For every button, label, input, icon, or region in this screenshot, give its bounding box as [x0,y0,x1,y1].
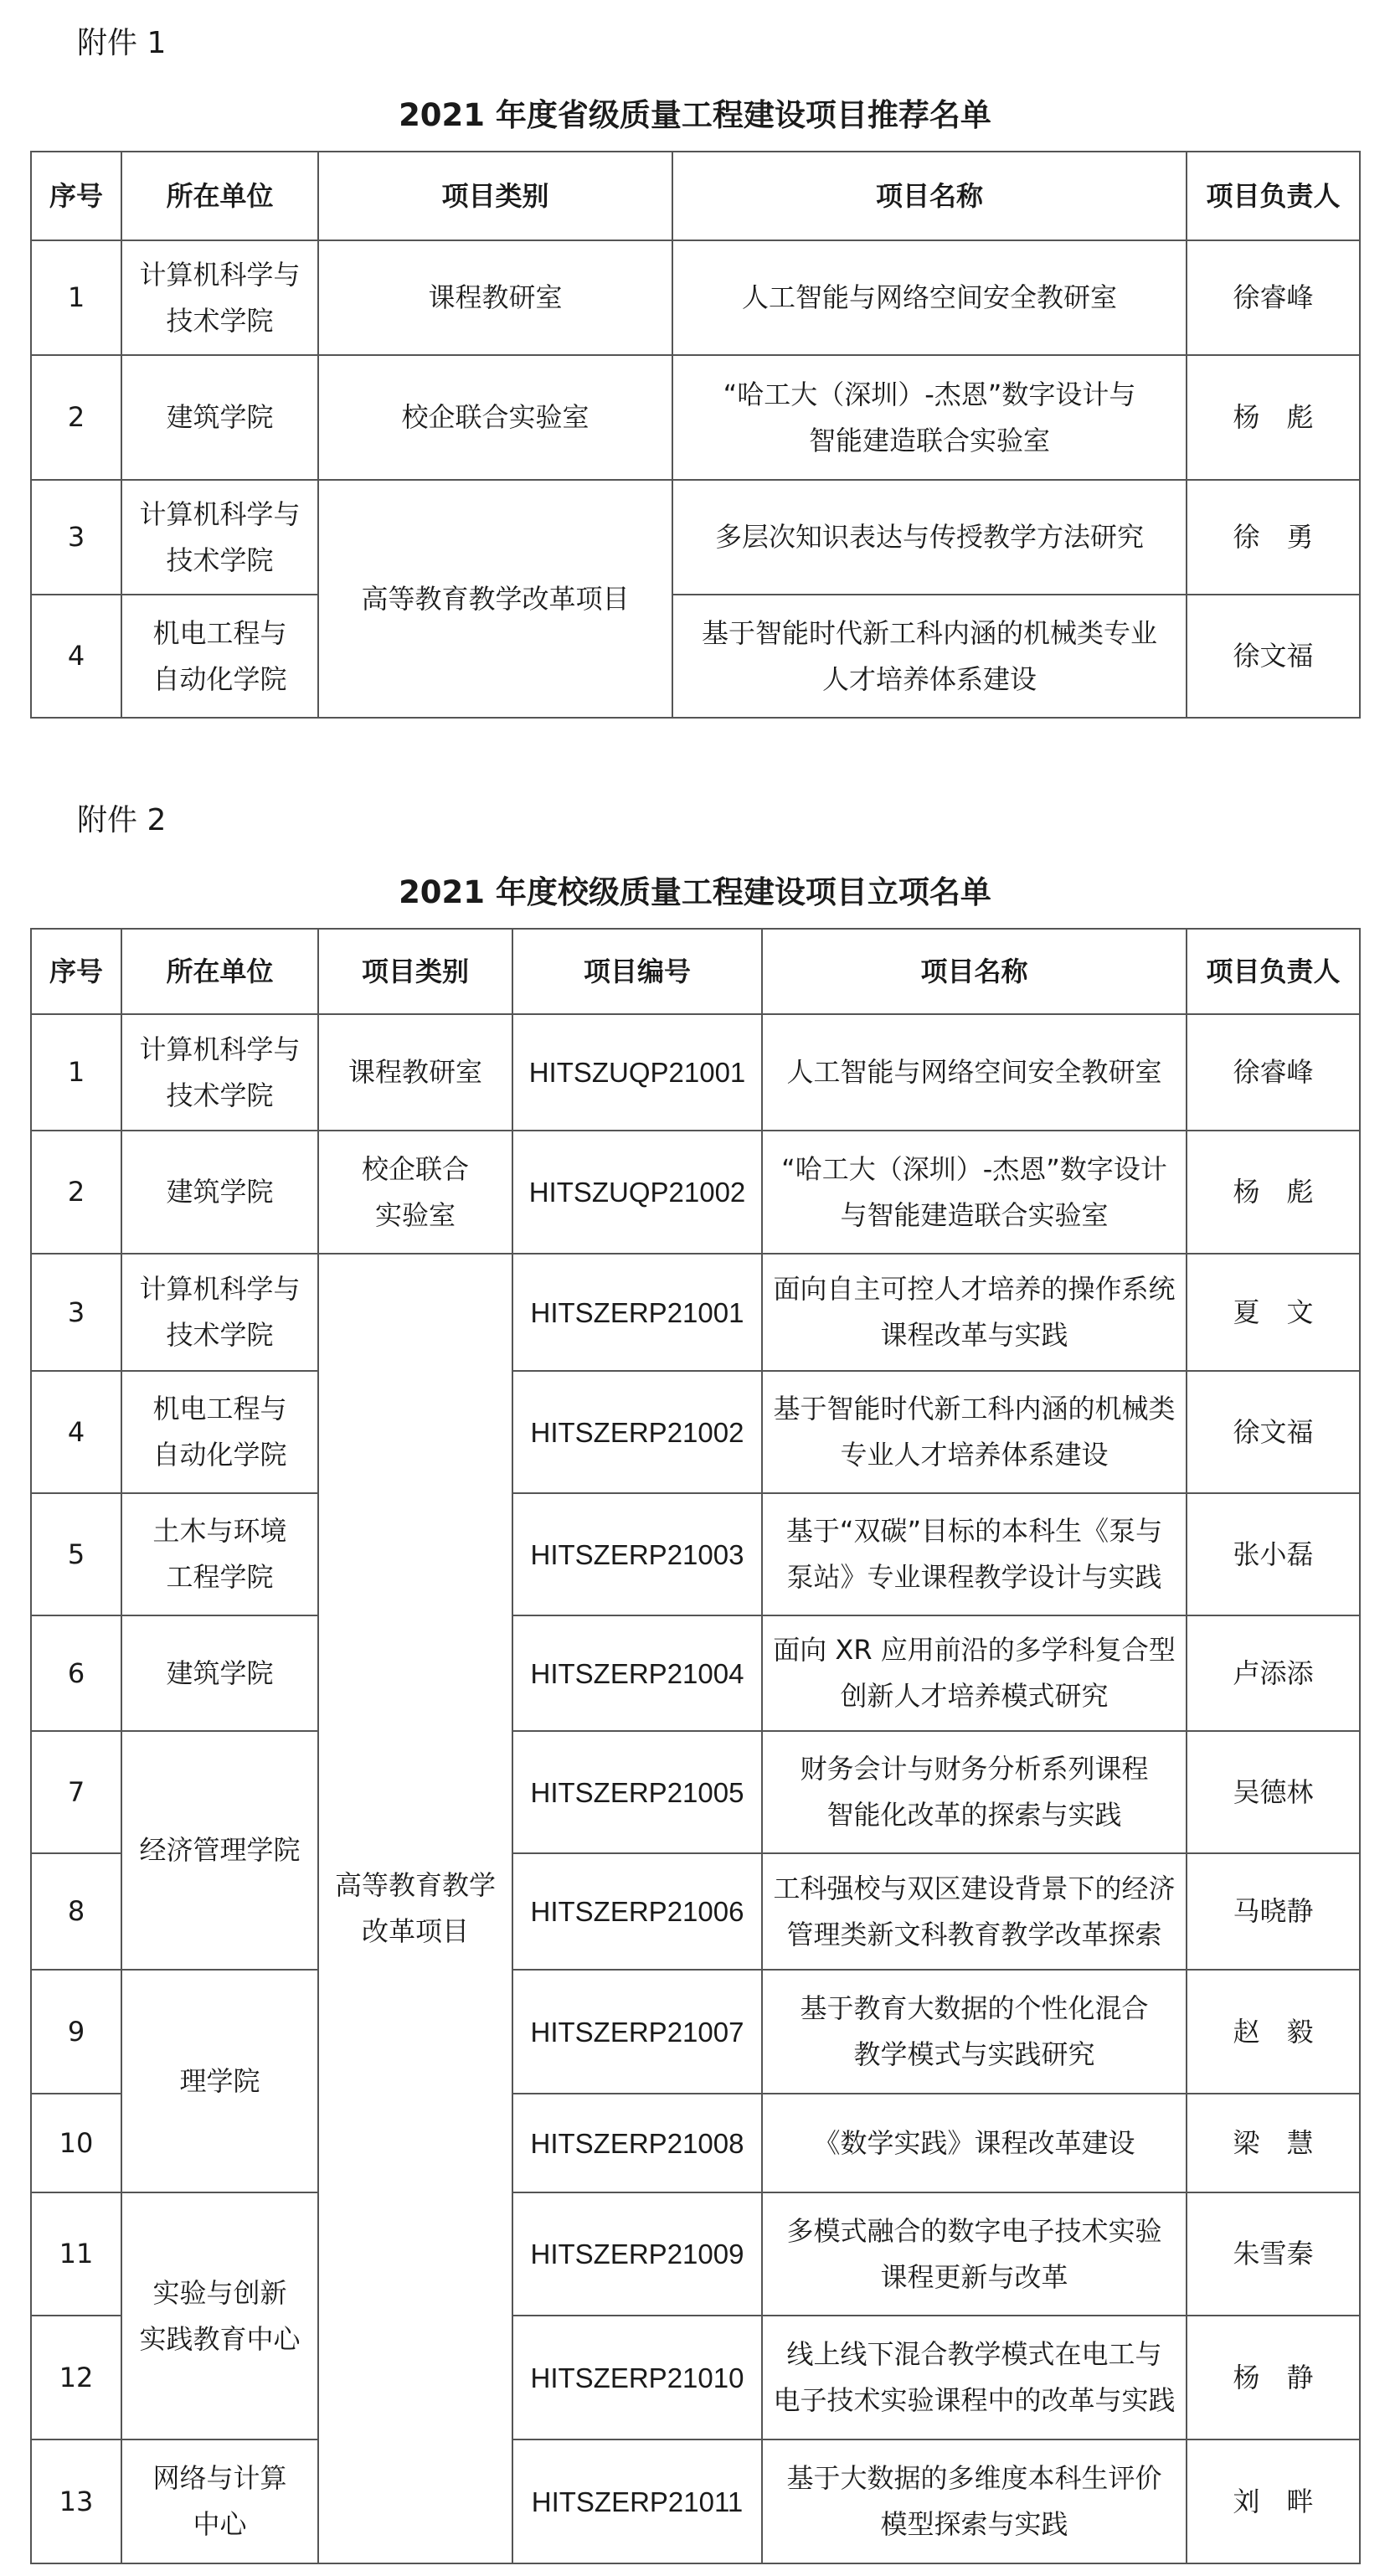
row-number: 2 [31,1131,121,1254]
leader-cell: 杨 彪 [1187,1131,1360,1254]
unit-cell: 机电工程与 自动化学院 [121,595,318,718]
project-name-cell: 《数学实践》课程改革建设 [762,2094,1187,2192]
project-code-cell: HITSZERP21002 [512,1371,762,1493]
row-number: 9 [31,1970,121,2094]
row-number: 2 [31,355,121,480]
table-row [31,1254,1360,1371]
row-number: 13 [31,2439,121,2563]
unit-cell: 建筑学院 [121,355,318,480]
unit-cell: 土木与环境 工程学院 [121,1493,318,1615]
unit-cell: 建筑学院 [121,1131,318,1254]
project-name-cell: 多层次知识表达与传授教学方法研究 [672,480,1187,595]
attachment-2-title: 2021 年度校级质量工程建设项目立项名单 [399,874,991,910]
unit-cell: 网络与计算 中心 [121,2439,318,2563]
row-number: 1 [31,240,121,355]
row-number: 12 [31,2316,121,2439]
table-row [31,2192,1360,2316]
project-name-cell: 基于智能时代新工科内涵的机械类专业 人才培养体系建设 [672,595,1187,718]
leader-cell: 徐文福 [1187,1371,1360,1493]
leader-cell: 马晓静 [1187,1853,1360,1970]
project-name-cell: “哈工大（深圳）-杰恩”数字设计与 智能建造联合实验室 [672,355,1187,480]
header-cell: 所在单位 [121,929,318,1014]
row-number: 7 [31,1731,121,1853]
table-row [31,1731,1360,1853]
project-name-cell: 面向 XR 应用前沿的多学科复合型 创新人才培养模式研究 [762,1615,1187,1731]
table-row [31,240,1360,355]
leader-cell: 徐文福 [1187,595,1360,718]
row-number: 8 [31,1853,121,1970]
header-cell: 项目名称 [762,929,1187,1014]
leader-cell: 卢添添 [1187,1615,1360,1731]
project-name-cell: 线上线下混合教学模式在电工与 电子技术实验课程中的改革与实践 [762,2316,1187,2439]
table-row [31,1970,1360,2094]
leader-cell: 吴德林 [1187,1731,1360,1853]
row-number: 6 [31,1615,121,1731]
row-number: 3 [31,1254,121,1371]
leader-cell: 杨 静 [1187,2316,1360,2439]
unit-cell: 机电工程与 自动化学院 [121,1371,318,1493]
project-code-cell: HITSZERP21011 [512,2439,762,2563]
category-cell: 课程教研室 [318,240,672,355]
leader-cell: 徐睿峰 [1187,240,1360,355]
leader-cell: 朱雪秦 [1187,2192,1360,2316]
project-name-cell: “哈工大（深圳）-杰恩”数字设计 与智能建造联合实验室 [762,1131,1187,1254]
unit-cell: 计算机科学与 技术学院 [121,1014,318,1131]
project-code-cell: HITSZERP21009 [512,2192,762,2316]
header-cell: 项目类别 [318,152,672,240]
leader-cell: 梁 慧 [1187,2094,1360,2192]
attachment-1-title: 2021 年度省级质量工程建设项目推荐名单 [399,97,991,133]
row-number: 1 [31,1014,121,1131]
header-cell: 项目负责人 [1187,152,1360,240]
project-code-cell: HITSZERP21007 [512,1970,762,2094]
header-cell: 项目名称 [672,152,1187,240]
project-code-cell: HITSZERP21006 [512,1853,762,1970]
project-name-cell: 面向自主可控人才培养的操作系统 课程改革与实践 [762,1254,1187,1371]
recommend-list-table [30,151,1361,719]
leader-cell: 徐 勇 [1187,480,1360,595]
unit-cell: 理学院 [121,1970,318,2192]
project-name-cell: 基于大数据的多维度本科生评价 模型探索与实践 [762,2439,1187,2563]
table-row [31,595,1360,718]
table-row [31,355,1360,480]
unit-cell: 计算机科学与 技术学院 [121,480,318,595]
header-cell: 序号 [31,929,121,1014]
table-header-row [31,152,1360,240]
project-name-cell: 财务会计与财务分析系列课程 智能化改革的探索与实践 [762,1731,1187,1853]
project-code-cell: HITSZERP21005 [512,1731,762,1853]
category-cell: 校企联合 实验室 [318,1131,512,1254]
header-cell: 序号 [31,152,121,240]
category-cell: 校企联合实验室 [318,355,672,480]
unit-cell: 实验与创新 实践教育中心 [121,2192,318,2439]
project-code-cell: HITSZUQP21001 [512,1014,762,1131]
project-code-cell: HITSZERP21004 [512,1615,762,1731]
category-cell: 高等教育教学改革项目 [318,480,672,718]
leader-cell: 赵 毅 [1187,1970,1360,2094]
table-row [31,1371,1360,1493]
leader-cell: 刘 畔 [1187,2439,1360,2563]
header-cell: 所在单位 [121,152,318,240]
category-cell: 课程教研室 [318,1014,512,1131]
table-row [31,1615,1360,1731]
project-code-cell: HITSZERP21008 [512,2094,762,2192]
row-number: 11 [31,2192,121,2316]
row-number: 10 [31,2094,121,2192]
table-row [31,2439,1360,2563]
project-name-cell: 多模式融合的数字电子技术实验 课程更新与改革 [762,2192,1187,2316]
approved-list-table [30,928,1361,2564]
project-name-cell: 基于“双碳”目标的本科生《泵与 泵站》专业课程教学设计与实践 [762,1493,1187,1615]
project-name-cell: 基于教育大数据的个性化混合 教学模式与实践研究 [762,1970,1187,2094]
project-name-cell: 人工智能与网络空间安全教研室 [762,1014,1187,1131]
row-number: 4 [31,1371,121,1493]
unit-cell: 建筑学院 [121,1615,318,1731]
unit-cell: 计算机科学与 技术学院 [121,240,318,355]
unit-cell: 计算机科学与 技术学院 [121,1254,318,1371]
attachment-2-label: 附件 2 [77,803,167,837]
project-code-cell: HITSZUQP21002 [512,1131,762,1254]
project-name-cell: 基于智能时代新工科内涵的机械类 专业人才培养体系建设 [762,1371,1187,1493]
project-name-cell: 人工智能与网络空间安全教研室 [672,240,1187,355]
leader-cell: 徐睿峰 [1187,1014,1360,1131]
project-code-cell: HITSZERP21010 [512,2316,762,2439]
leader-cell: 夏 文 [1187,1254,1360,1371]
header-cell: 项目负责人 [1187,929,1360,1014]
project-code-cell: HITSZERP21003 [512,1493,762,1615]
table-header-row [31,929,1360,1014]
project-code-cell: HITSZERP21001 [512,1254,762,1371]
header-cell: 项目类别 [318,929,512,1014]
leader-cell: 张小磊 [1187,1493,1360,1615]
project-name-cell: 工科强校与双区建设背景下的经济 管理类新文科教育教学改革探索 [762,1853,1187,1970]
header-cell: 项目编号 [512,929,762,1014]
attachment-1-label: 附件 1 [77,26,167,60]
unit-cell: 经济管理学院 [121,1731,318,1970]
row-number: 3 [31,480,121,595]
table-row [31,480,1360,595]
table-row [31,1014,1360,1131]
table-row [31,1131,1360,1254]
row-number: 4 [31,595,121,718]
table-row [31,1493,1360,1615]
leader-cell: 杨 彪 [1187,355,1360,480]
category-cell-merged: 高等教育教学 改革项目 [318,1254,512,2563]
row-number: 5 [31,1493,121,1615]
